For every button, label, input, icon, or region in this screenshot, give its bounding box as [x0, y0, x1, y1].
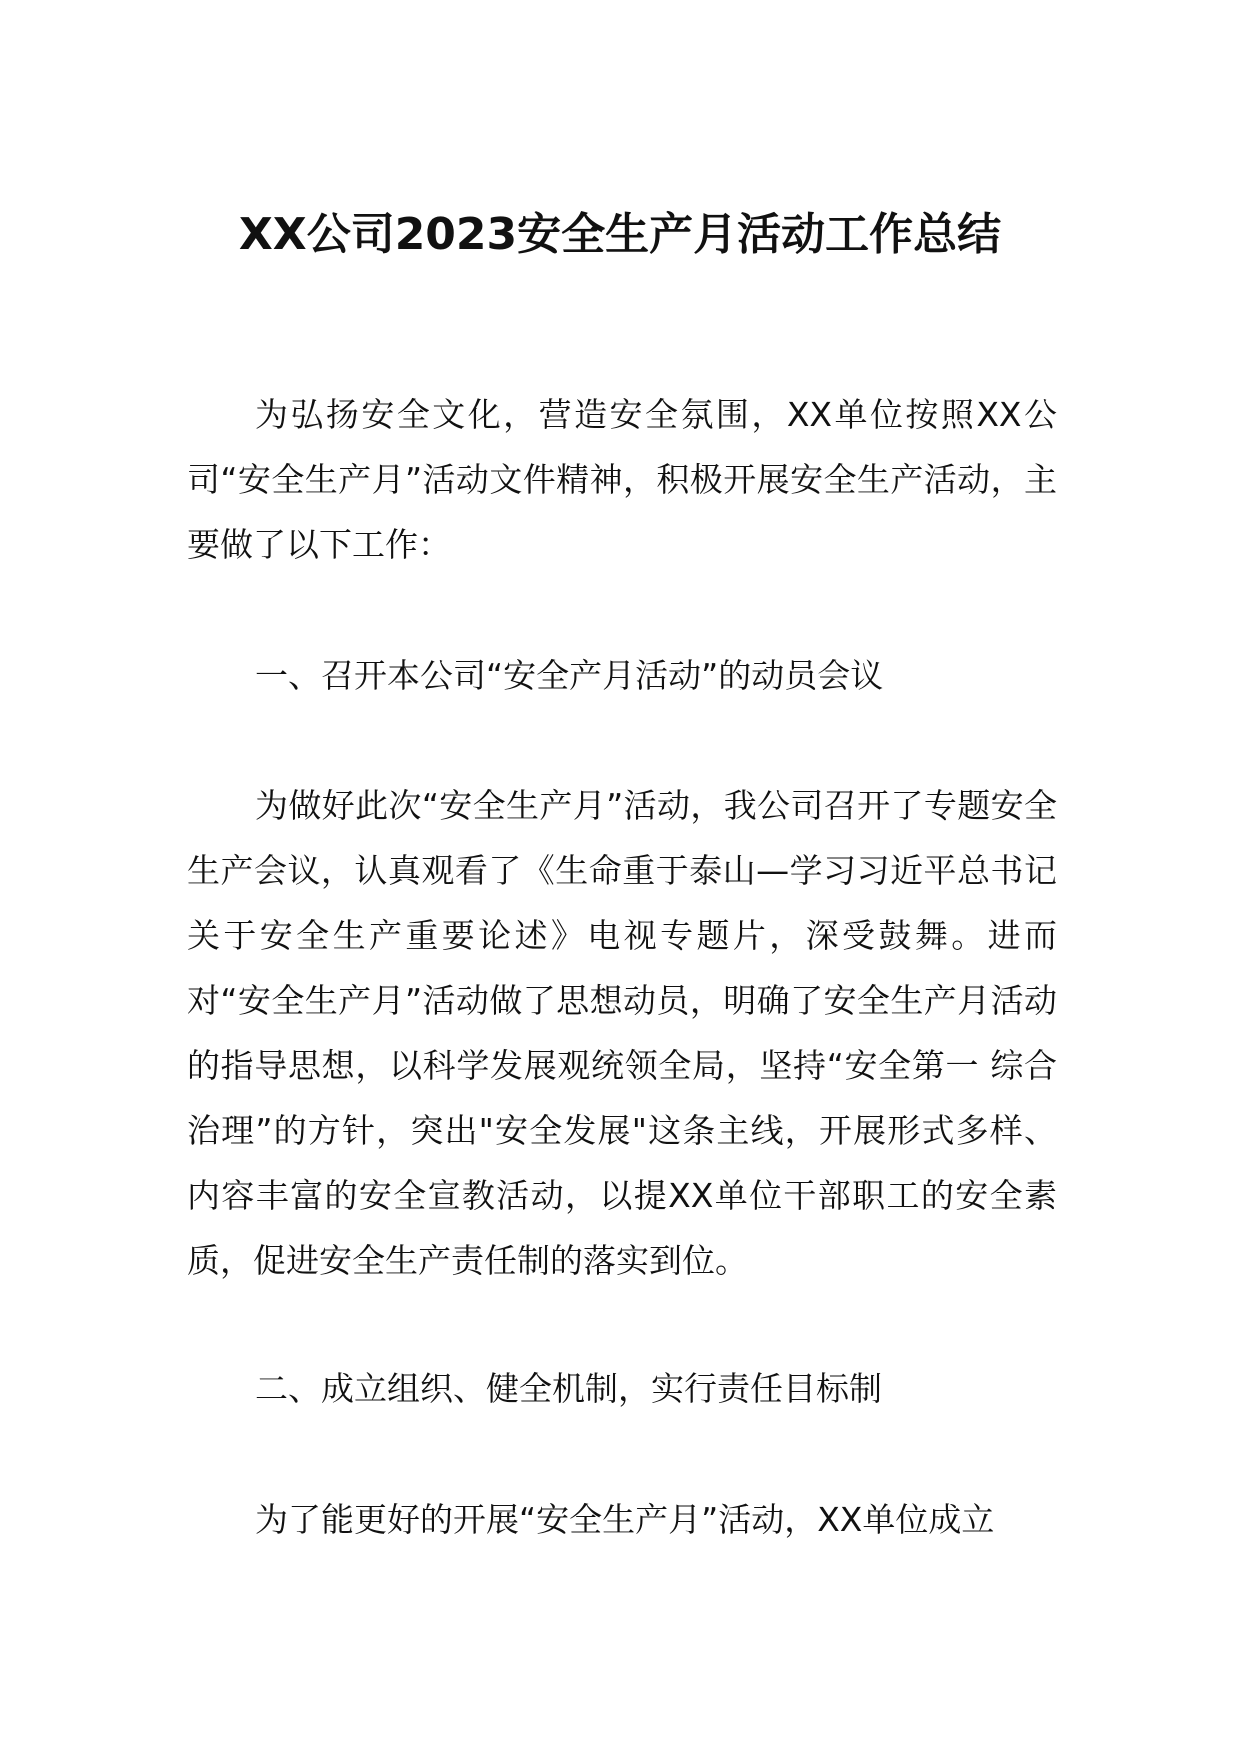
paragraph-text: 为做好此次“安全生产月”活动，我公司召开了专题安全生产会议，认真观看了《生命重于泰山—学习习近平总书记关于安全生产重要论述》电视专题片，深受鼓舞。进而对“安全生产月”活动做了思想动员，明确了安全生产月活动的指导思想，以科学发展观统领全局，坚持“安全第一 综合治理”的方针，突出"安全发展"这条主线，开展形式多样、内容丰富的安全宣教活动，以提XX单位干部职工的安全素质，促进安全生产责任制的落实到位。: [187, 786, 1057, 1280]
heading-text: 一、召开本公司“安全产月活动”的动员会议: [255, 656, 884, 695]
section-2-paragraph: [187, 1487, 1057, 1552]
paragraph-text: 为弘扬安全文化，营造安全氛围，XX单位按照XX公司“安全生产月”活动文件精神，积极开展安全生产活动，主要做了以下工作：: [187, 395, 1057, 564]
heading-text: 二、成立组织、健全机制，实行责任目标制: [255, 1369, 882, 1408]
section-1-paragraph: [187, 773, 1057, 1293]
paragraph-text: 为了能更好的开展“安全生产月”活动，XX单位成立: [255, 1500, 995, 1539]
intro-paragraph: [187, 382, 1057, 577]
section-heading-2: [187, 1356, 1057, 1421]
section-heading-1: [187, 643, 1057, 708]
document-title: XX公司2023安全生产月活动工作总结: [238, 209, 1002, 260]
